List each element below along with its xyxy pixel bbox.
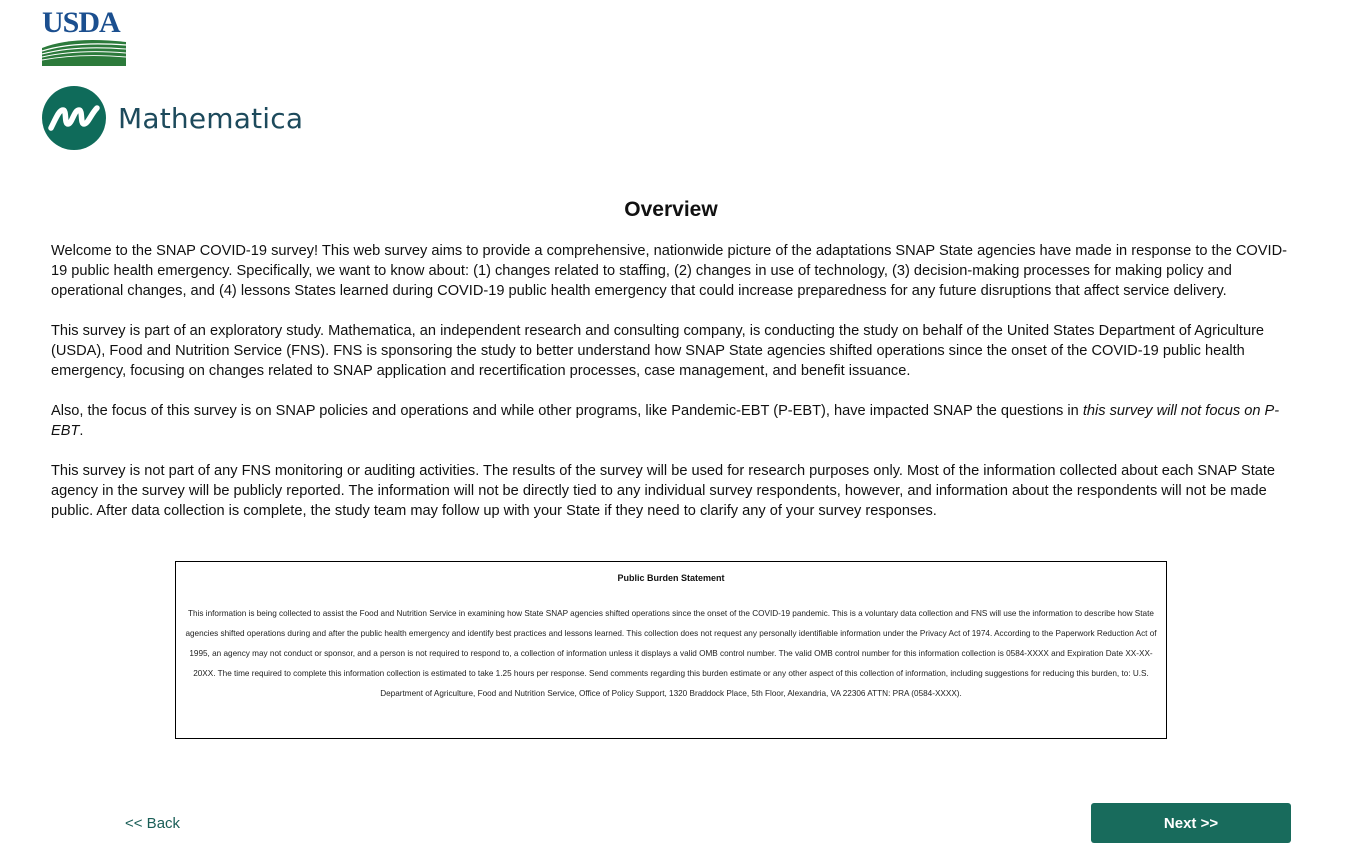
mathematica-mark-icon <box>42 86 106 150</box>
pebt-lead-text: Also, the focus of this survey is on SNAP policies and operations and while other programs, like Pandemic-EBT (P-EBT), have impacted SNAP the questions in <box>51 403 1083 419</box>
pebt-tail-text: . <box>79 423 84 439</box>
page-title: Overview <box>624 198 718 221</box>
pebt-paragraph <box>51 401 1296 441</box>
back-button[interactable]: << Back <box>125 815 181 832</box>
intro-paragraph: Welcome to the SNAP COVID-19 survey! This web survey aims to provide a comprehensive, nationwide picture of the adaptations SNAP State agencies have made in response to the COVID-19 public health emergency. Specifically, we want to know about: (1) changes related to staffing, (2) changes in use of technology, (3) decision-making processes for making policy and operational changes, and (4) lessons States learned during COVID-19 public health emergency that could increase preparedness for any future disruptions that affect service delivery. <box>51 243 1287 299</box>
mathematica-wordmark: Mathematica <box>118 101 304 135</box>
public-burden-statement <box>175 561 1167 739</box>
overview-content <box>51 241 1296 541</box>
burden-title: Public Burden Statement <box>617 573 725 583</box>
pebt-emphasis-text: this survey will not focus on P-EBT <box>51 403 1280 439</box>
next-button[interactable]: Next >> <box>1091 803 1291 843</box>
usda-logo <box>42 8 126 66</box>
burden-text: This information is being collected to assist the Food and Nutrition Service in examining how State SNAP agencies shifted operations since the onset of the COVID-19 pandemic. This is a voluntary data collection and FNS will use the information to describe how State agencies shifted operations during and after the public health emergency and identify best practices and lessons learned. This collection does not request any personally identifiable information under the Privacy Act of 1974. According to the Paperwork Reduction Act of 1995, an agency may not conduct or sponsor, and a person is not required to respond to, a collection of information unless it displays a valid OMB control number. The valid OMB control number for this information collection is 0584-XXXX and Expiration Date XX-XX-20XX. The time required to complete this information collection is estimated to take 1.25 hours per response. Send comments regarding this burden estimate or any other aspect of this collection of information, including suggestions for reducing this burden, to: U.S. Department of Agriculture, Food and Nutrition Service, Office of Policy Support, 1320 Braddock Place, 5th Floor, Alexandria, VA 22306 ATTN: PRA (0584-XXXX). <box>185 609 1157 698</box>
mathematica-logo <box>42 86 303 150</box>
usda-wordmark: USDA <box>42 6 120 39</box>
usda-field-icon <box>42 38 126 66</box>
study-paragraph: This survey is part of an exploratory study. Mathematica, an independent research and consulting company, is conducting the study on behalf of the United States Department of Agriculture (USDA), Food and Nutrition Service (FNS). FNS is sponsoring the study to better understand how SNAP State agencies shifted operations since the onset of the COVID-19 public health emergency, focusing on changes related to SNAP application and recertification processes, case management, and benefit issuance. <box>51 323 1265 379</box>
privacy-paragraph: This survey is not part of any FNS monitoring or auditing activities. The results of the survey will be used for research purposes only. Most of the information collected about each SNAP State agency in the survey will be publicly reported. The information will not be directly tied to any individual survey respondents, however, and information about the respondents will not be made public. After data collection is complete, the study team may follow up with your State if they need to clarify any of your survey responses. <box>51 463 1276 519</box>
